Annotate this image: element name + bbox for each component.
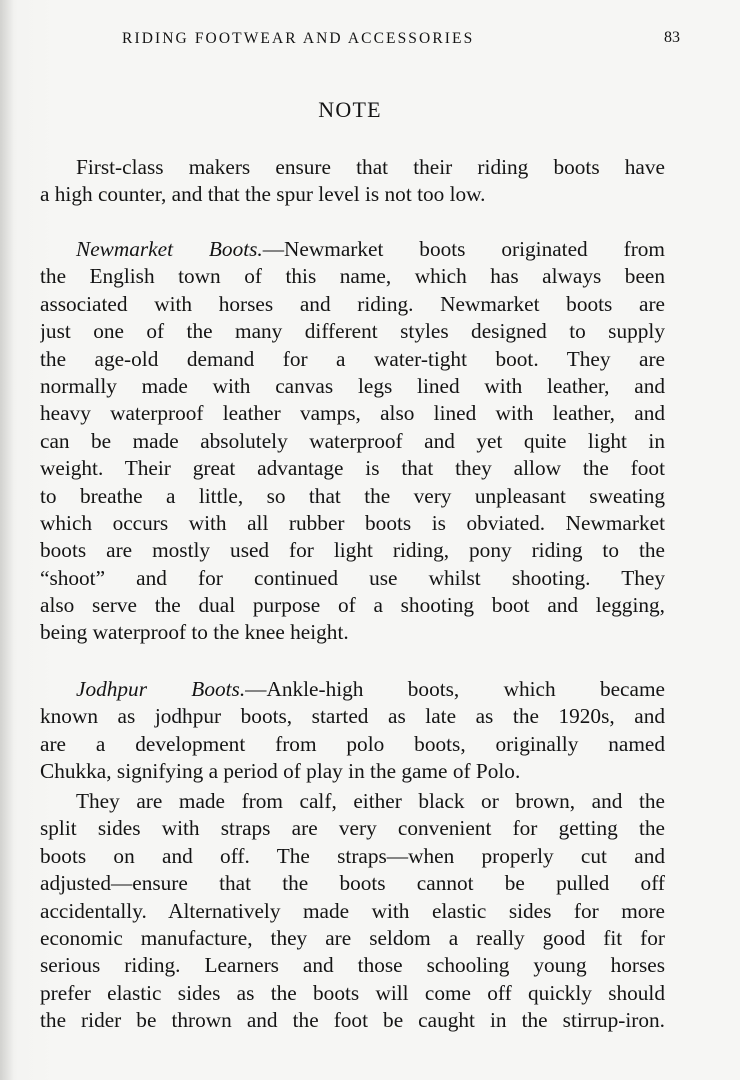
text-line: just one of the many different styles designed to supply xyxy=(40,319,665,344)
jodhpur-first-line-text: —Ankle-high boots, which became xyxy=(245,677,665,701)
running-head xyxy=(40,30,680,52)
text-line: adjusted—ensure that the boots cannot be pulled off xyxy=(40,871,665,896)
calf-boots-paragraph xyxy=(40,788,665,1035)
text-line: They are made from calf, either black or brown, and the xyxy=(76,789,665,813)
text-line: prefer elastic sides as the boots will come off quickly should xyxy=(40,980,665,1005)
text-line: weight. Their great advantage is that they allow the foot xyxy=(40,456,665,481)
text-line: the rider be thrown and the foot be caught in the stirrup-iron. xyxy=(40,1008,665,1033)
jodhpur-title: Jodhpur Boots. xyxy=(76,677,246,701)
text-line: which occurs with all rubber boots is obviated. Newmarket xyxy=(40,510,665,535)
note-heading: NOTE xyxy=(318,97,382,122)
text-line: being waterproof to the knee height. xyxy=(40,620,349,645)
text-line: normally made with canvas legs lined with leather, and xyxy=(40,373,665,398)
text-line: accidentally. Alternatively made with elastic sides for more xyxy=(40,898,665,923)
text-line: associated with horses and riding. Newmarket boots are xyxy=(40,291,665,316)
spine-shadow xyxy=(0,0,14,1080)
newmarket-paragraph xyxy=(40,236,665,647)
text-line: heavy waterproof leather vamps, also lined with leather, and xyxy=(40,401,665,426)
text-line: boots are mostly used for light riding, pony riding to the xyxy=(40,538,665,563)
text-line: economic manufacture, they are seldom a really good fit for xyxy=(40,925,665,950)
text-line: a high counter, and that the spur level is not too low. xyxy=(40,182,486,207)
text-line: also serve the dual purpose of a shooting boot and legging, xyxy=(40,593,665,618)
running-title: RIDING FOOTWEAR AND ACCESSORIES xyxy=(122,30,475,47)
text-line: known as jodhpur boots, started as late as the 1920s, and xyxy=(40,704,665,729)
text-line: First-class makers ensure that their riding boots have xyxy=(76,155,665,179)
text-line: the age-old demand for a water-tight boot. They are xyxy=(40,346,665,371)
text-line: serious riding. Learners and those schooling young horses xyxy=(40,953,665,978)
paragraph-first-line xyxy=(40,236,665,263)
text-line: boots on and off. The straps—when properly cut and xyxy=(40,843,665,868)
text-line: can be made absolutely waterproof and yet quite light in xyxy=(40,428,665,453)
page-number: 83 xyxy=(664,29,680,46)
text-line: “shoot” and for continued use whilst shooting. They xyxy=(40,565,665,590)
text-line: are a development from polo boots, originally named xyxy=(40,731,665,756)
text-line: Chukka, signifying a period of play in the game of Polo. xyxy=(40,759,521,784)
newmarket-first-line-text: —Newmarket boots originated from xyxy=(262,237,665,261)
note-paragraph xyxy=(40,154,665,209)
text-line: the English town of this name, which has always been xyxy=(40,264,665,289)
paragraph-first-line xyxy=(40,676,665,703)
jodhpur-paragraph xyxy=(40,676,665,786)
newmarket-title: Newmarket Boots. xyxy=(76,237,263,261)
text-line: to breathe a little, so that the very unpleasant sweating xyxy=(40,483,665,508)
text-line: split sides with straps are very convenient for getting the xyxy=(40,816,665,841)
